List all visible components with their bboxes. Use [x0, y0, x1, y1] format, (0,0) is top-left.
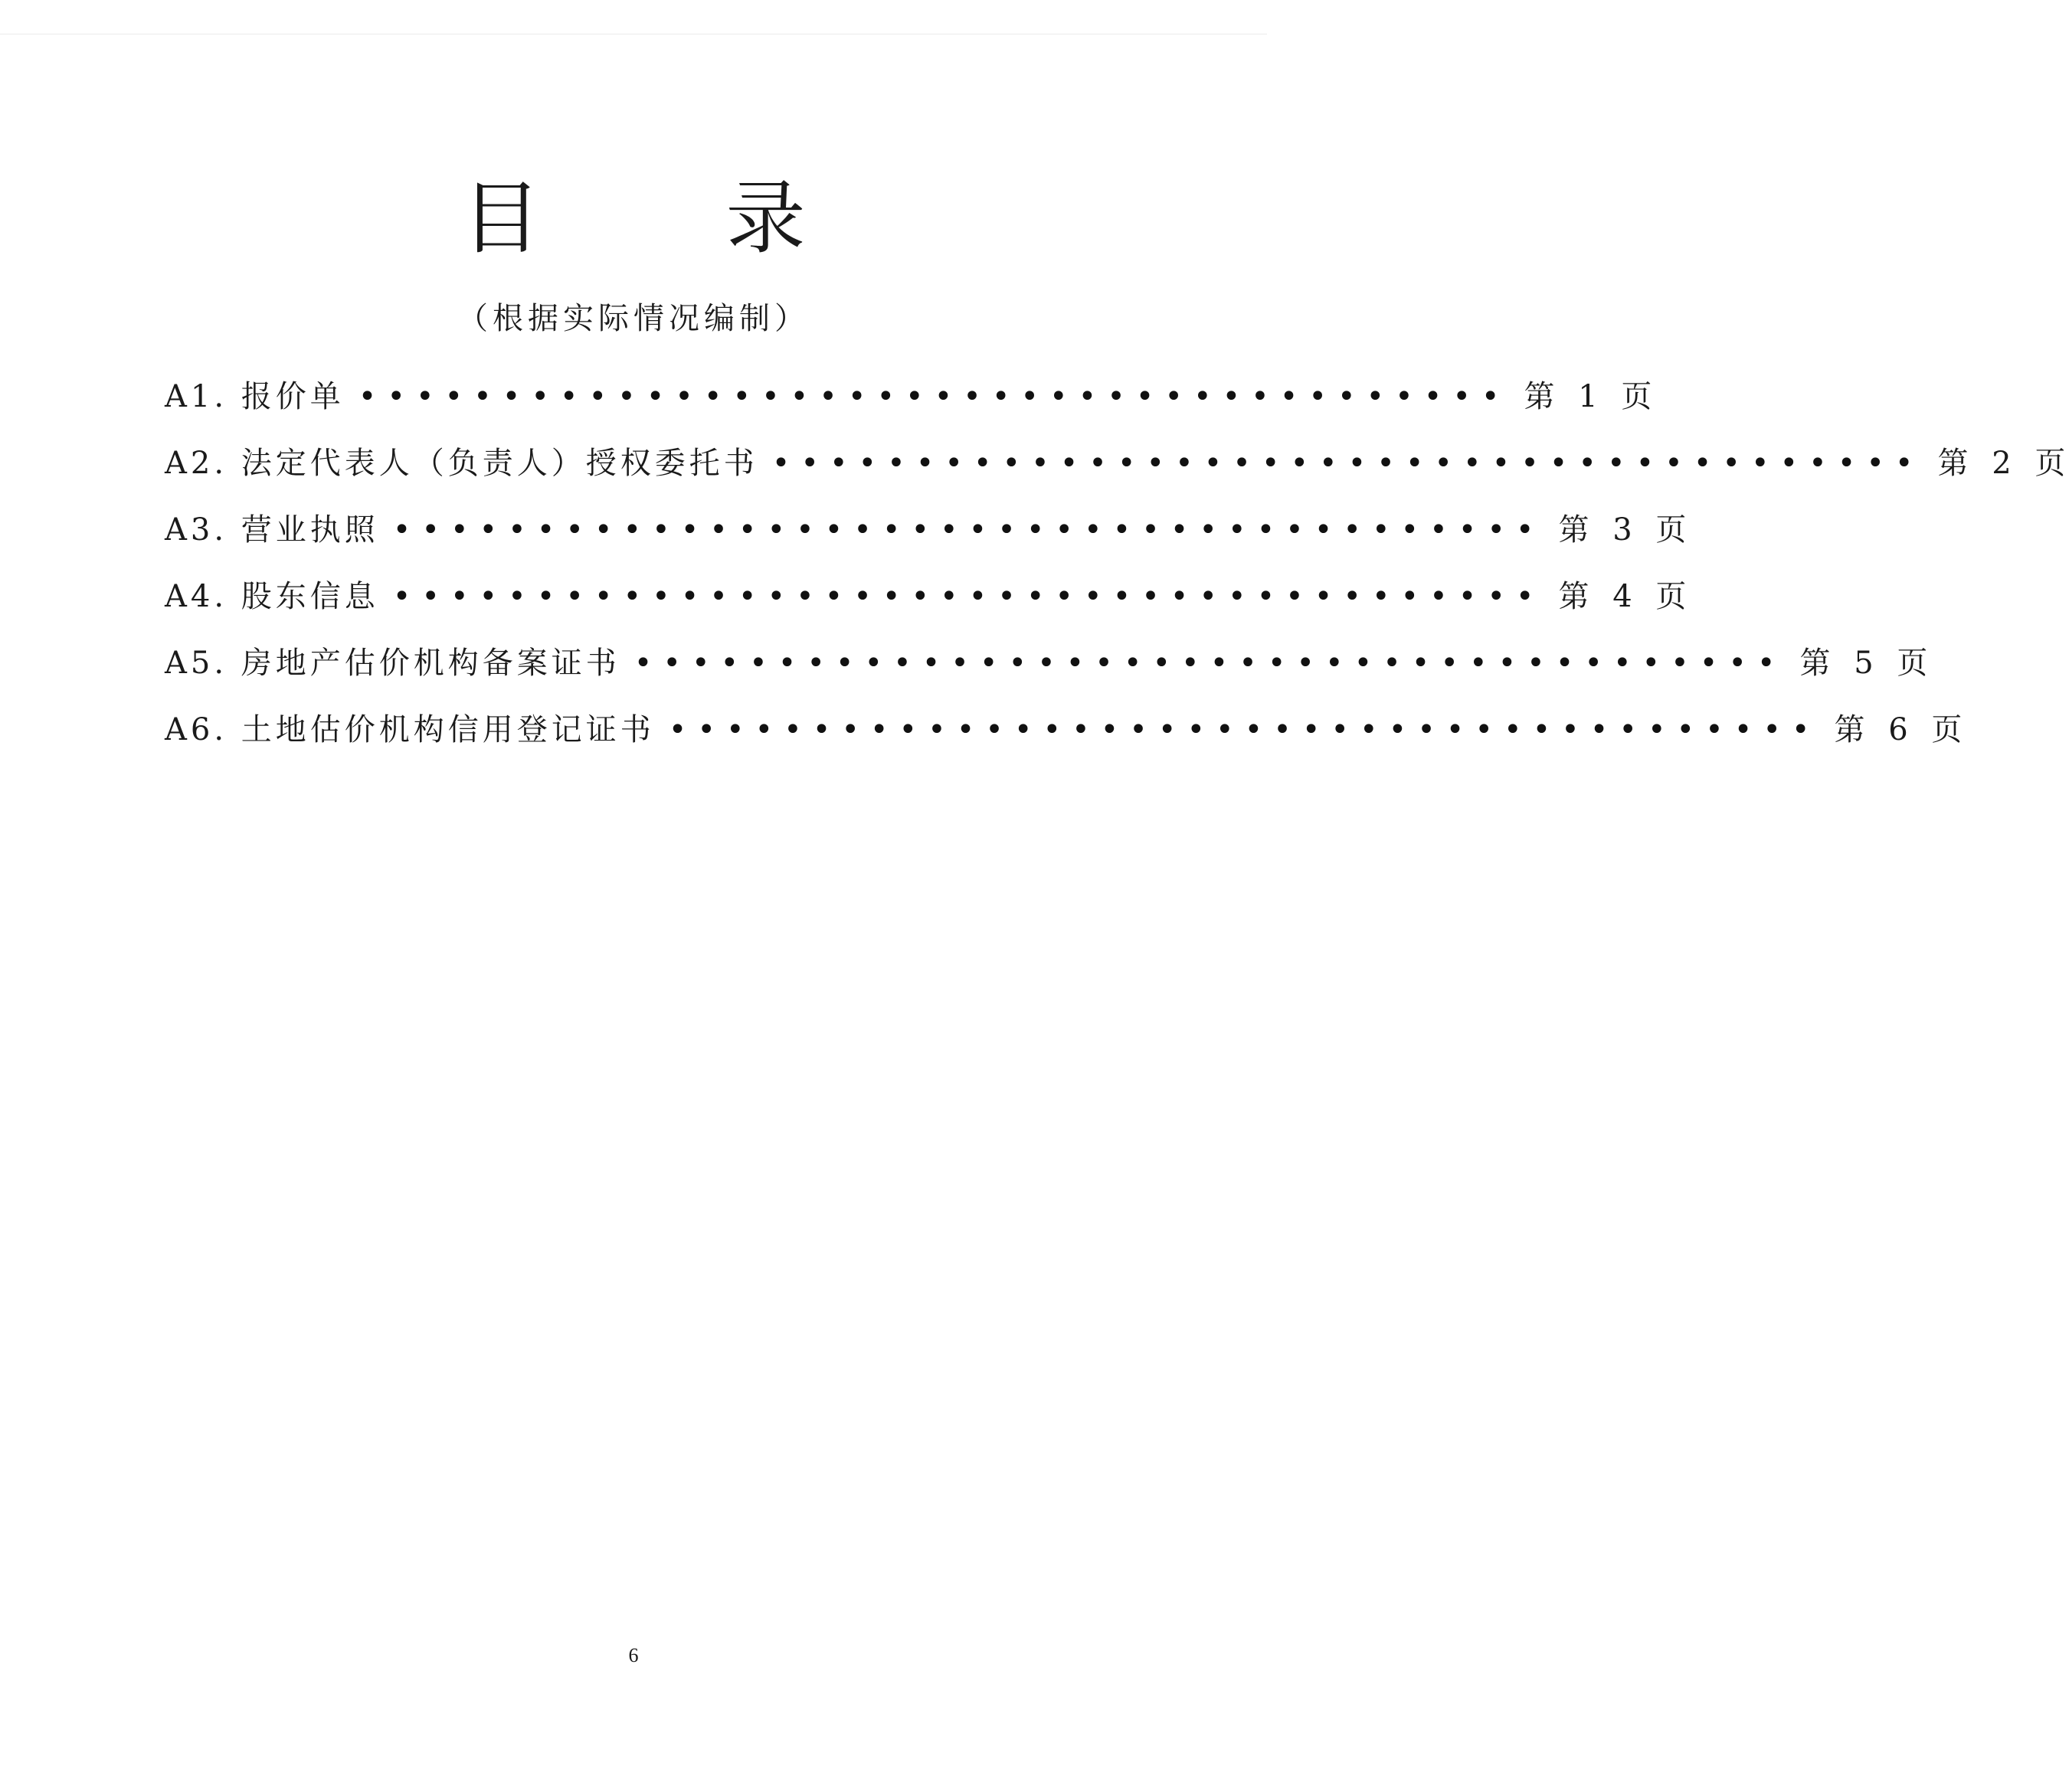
toc-entry-page: 第 6 页 [1834, 711, 1966, 747]
toc-entry-label: A1. 报价单 [165, 378, 345, 414]
toc-entry [165, 629, 1932, 696]
toc-dot-leader: •••••••••••••••••••••••••••••••••••••••• [392, 578, 1545, 614]
toc-entry-page: 第 5 页 [1799, 645, 1932, 681]
toc-dot-leader: •••••••••••••••••••••••••••••••••••••••• [771, 445, 1924, 481]
toc-entry-label: A4. 股东信息 [165, 578, 379, 614]
toc-entry-label: A5. 房地产估价机构备案证书 [165, 645, 620, 681]
toc-entry [165, 563, 1691, 629]
toc-entry-label: A3. 营业执照 [165, 512, 379, 548]
toc-entry [165, 363, 1656, 430]
page-title: 目 录 [461, 172, 886, 265]
toc-entry [165, 430, 2069, 496]
toc-entry-page: 第 1 页 [1524, 378, 1656, 414]
toc-entry-label: A6. 土地估价机构信用登记证书 [165, 711, 655, 747]
page-subtitle: （根据实际情况编制） [457, 301, 810, 336]
toc-entry-page: 第 3 页 [1558, 512, 1691, 548]
toc-entry-page: 第 4 页 [1558, 578, 1691, 614]
toc-dot-leader: •••••••••••••••••••••••••••••••••••••••• [633, 645, 1786, 681]
toc-entry [165, 496, 1691, 563]
toc-entry-label: A2. 法定代表人（负责人）授权委托书 [165, 445, 758, 481]
toc-dot-leader: •••••••••••••••••••••••••••••••••••••••• [358, 378, 1511, 414]
toc-dot-leader: •••••••••••••••••••••••••••••••••••••••• [392, 512, 1545, 548]
table-of-contents [165, 363, 2069, 763]
toc-entry-page: 第 2 页 [1937, 445, 2069, 481]
page-number: 6 [628, 1644, 639, 1666]
toc-dot-leader: •••••••••••••••••••••••••••••••••••••••• [668, 711, 1821, 747]
toc-entry [165, 696, 1966, 763]
